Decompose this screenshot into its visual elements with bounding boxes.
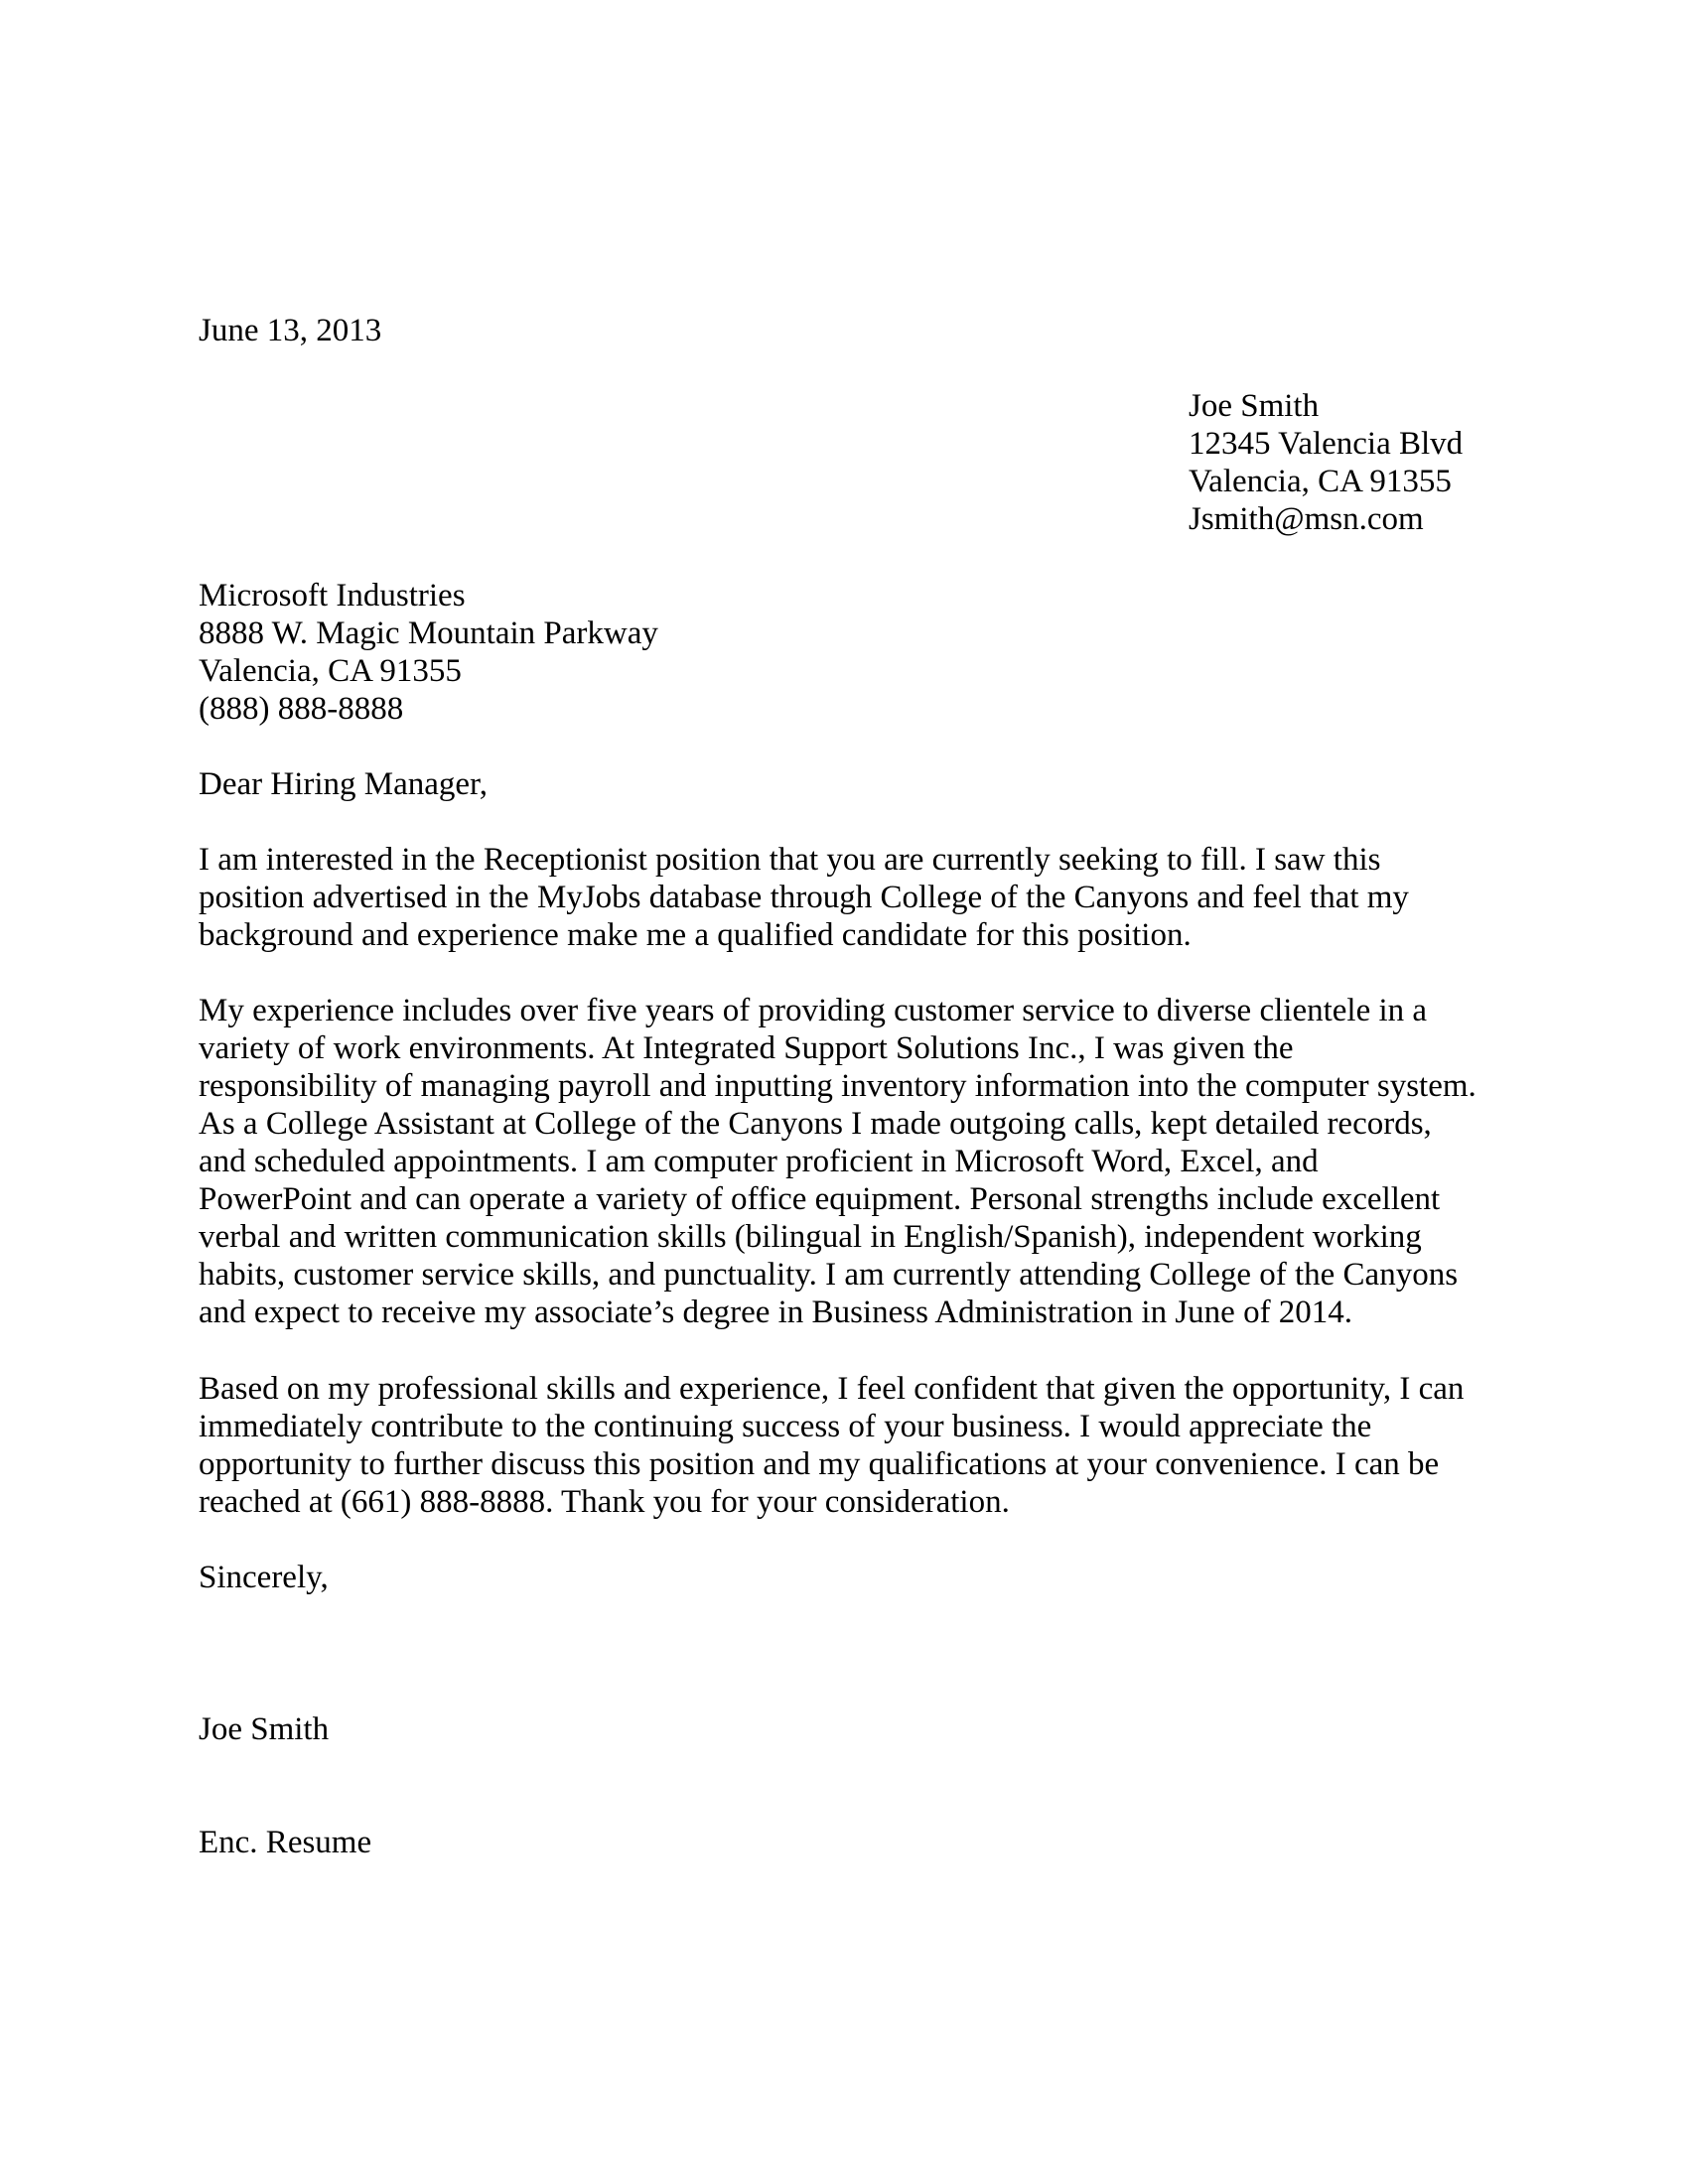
paragraph-line: verbal and written communication skills (bilingual in English/Spanish), independent working xyxy=(199,1219,1422,1255)
paragraph-experience xyxy=(199,992,1477,1331)
paragraph-line: My experience includes over five years of providing customer service to diverse clientele in a xyxy=(199,993,1428,1028)
paragraph-line: background and experience make me a qualified candidate for this position. xyxy=(199,917,1192,953)
signature-name: Joe Smith xyxy=(199,1711,330,1747)
sender-email: Jsmith@msn.com xyxy=(1189,501,1424,537)
paragraph-line: habits, customer service skills, and punctuality. I am currently attending College of the Canyons xyxy=(199,1257,1459,1293)
paragraph-line: reached at (661) 888-8888. Thank you for your consideration. xyxy=(199,1484,1010,1520)
paragraph-line: PowerPoint and can operate a variety of office equipment. Personal strengths include excellent xyxy=(199,1181,1441,1217)
paragraph-line: I am interested in the Receptionist position that you are currently seeking to fill. I saw this xyxy=(199,842,1381,878)
recipient-city: Valencia, CA 91355 xyxy=(199,653,462,689)
paragraph-intro xyxy=(199,841,1409,954)
recipient-phone: (888) 888-8888 xyxy=(199,691,404,727)
paragraph-line: Based on my professional skills and experience, I feel confident that given the opportunity, I can xyxy=(199,1371,1465,1407)
sender-city: Valencia, CA 91355 xyxy=(1189,464,1452,499)
letter-date: June 13, 2013 xyxy=(199,313,382,348)
paragraph-line: responsibility of managing payroll and inputting inventory information into the computer system. xyxy=(199,1068,1477,1104)
paragraph-line: and expect to receive my associate’s degree in Business Administration in June of 2014. xyxy=(199,1295,1353,1330)
sender-address xyxy=(1189,387,1463,538)
paragraph-line: and scheduled appointments. I am computer proficient in Microsoft Word, Excel, and xyxy=(199,1144,1319,1179)
paragraph-closing xyxy=(199,1370,1464,1521)
sender-street: 12345 Valencia Blvd xyxy=(1189,426,1464,462)
paragraph-line: As a College Assistant at College of the Canyons I made outgoing calls, kept detailed records, xyxy=(199,1106,1432,1142)
paragraph-line: position advertised in the MyJobs database through College of the Canyons and feel that my xyxy=(199,880,1409,915)
recipient-address xyxy=(199,577,658,728)
sender-name: Joe Smith xyxy=(1189,388,1320,424)
complimentary-close: Sincerely, xyxy=(199,1560,329,1595)
recipient-street: 8888 W. Magic Mountain Parkway xyxy=(199,615,658,651)
paragraph-line: opportunity to further discuss this position and my qualifications at your convenience. I can be xyxy=(199,1446,1440,1482)
paragraph-line: variety of work environments. At Integrated Support Solutions Inc., I was given the xyxy=(199,1030,1294,1066)
salutation: Dear Hiring Manager, xyxy=(199,766,488,802)
recipient-company: Microsoft Industries xyxy=(199,578,466,614)
enclosure-note: Enc. Resume xyxy=(199,1825,372,1860)
paragraph-line: immediately contribute to the continuing success of your business. I would appreciate the xyxy=(199,1409,1372,1444)
